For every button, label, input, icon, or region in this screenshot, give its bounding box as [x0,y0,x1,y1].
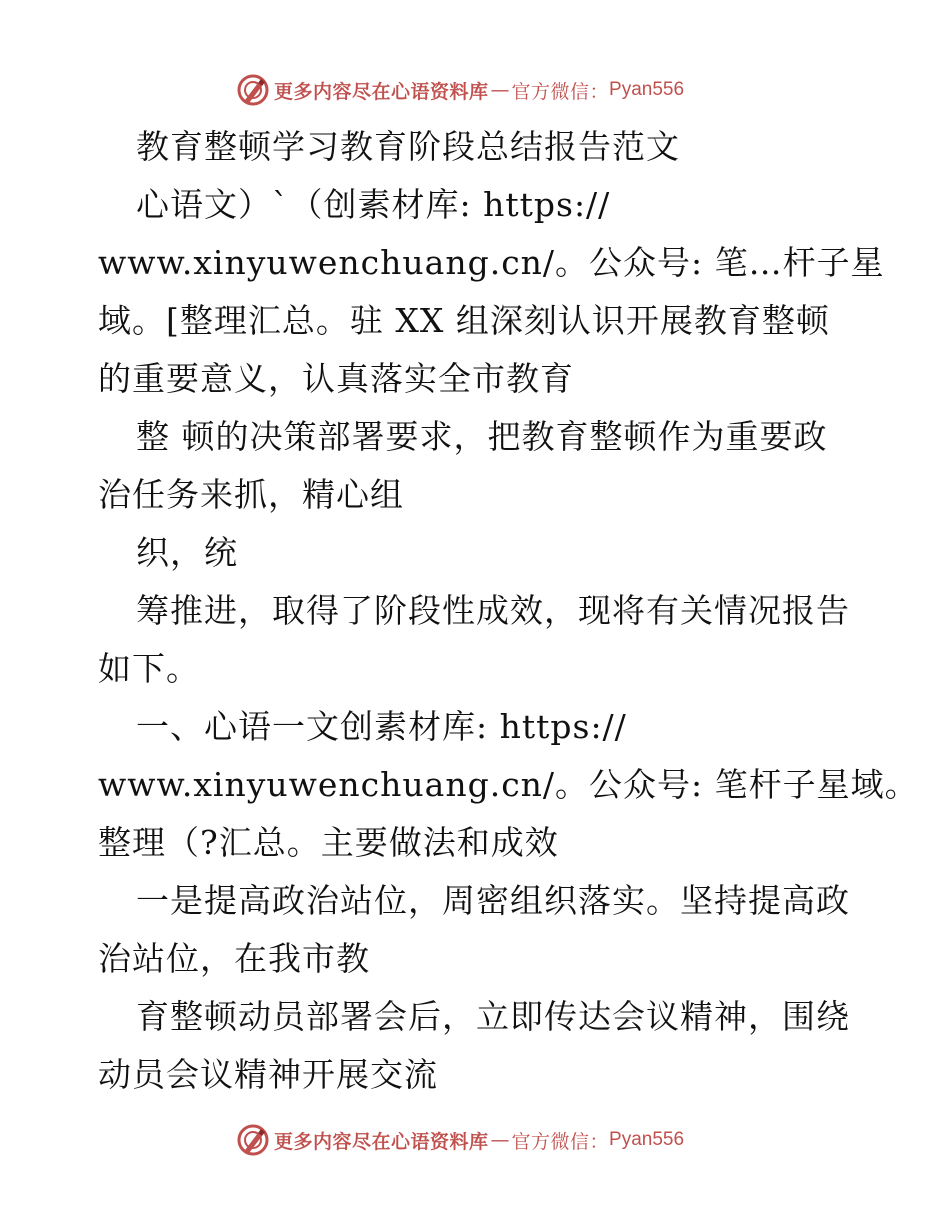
watermark-id: Pyan556 [609,79,685,100]
text-line: 织，统 [136,533,238,572]
text-line: 整 顿的决策部署要求，把教育整顿作为重要政 [136,417,828,456]
watermark-lead: 更多内容尽在心语资料库 [274,1130,489,1153]
text-line: 治任务来抓，精心组 [98,475,404,514]
document-body [98,118,919,1104]
section-heading: 一、心语一文创素材库: https:// [136,707,627,746]
text-line: 动员会议精神开展交流 [98,1055,438,1094]
text-line: 的重要意义，认真落实全市教育 [98,359,574,398]
watermark-dash: — [490,79,510,101]
watermark-id: Pyan556 [609,1129,685,1150]
header-watermark [236,72,756,108]
text-line: 一是提高政治站位，周密组织落实。坚持提高政 [136,881,850,920]
text-line: www.xinyuwenchuang.cn/。公众号: 笔杆子星域。 [98,765,919,804]
text-line: 治站位，在我市教 [98,939,370,978]
footer-watermark [236,1122,756,1158]
watermark-lead: 更多内容尽在心语资料库 [274,80,489,103]
document-title: 教育整顿学习教育阶段总结报告范文 [136,127,680,166]
text-line: 如下。 [98,649,200,688]
pen-logo-icon [236,73,270,107]
watermark-dash: — [490,1129,510,1151]
text-line: 育整顿动员部署会后，立即传达会议精神，围绕 [136,997,850,1036]
text-line: 域。[整理汇总。驻 XX 组深刻认识开展教育整顿 [98,301,830,340]
text-line: 心语文）`（创素材库: https:// [136,185,611,224]
text-line: www.xinyuwenchuang.cn/。公众号: 笔…杆子星 [98,243,885,282]
pen-logo-icon [236,1123,270,1157]
text-line: 整理（?汇总。主要做法和成效 [98,823,559,862]
watermark-tail: 官方微信： [511,1130,610,1153]
watermark-tail: 官方微信： [511,80,610,103]
text-line: 筹推进，取得了阶段性成效，现将有关情况报告 [136,591,850,630]
